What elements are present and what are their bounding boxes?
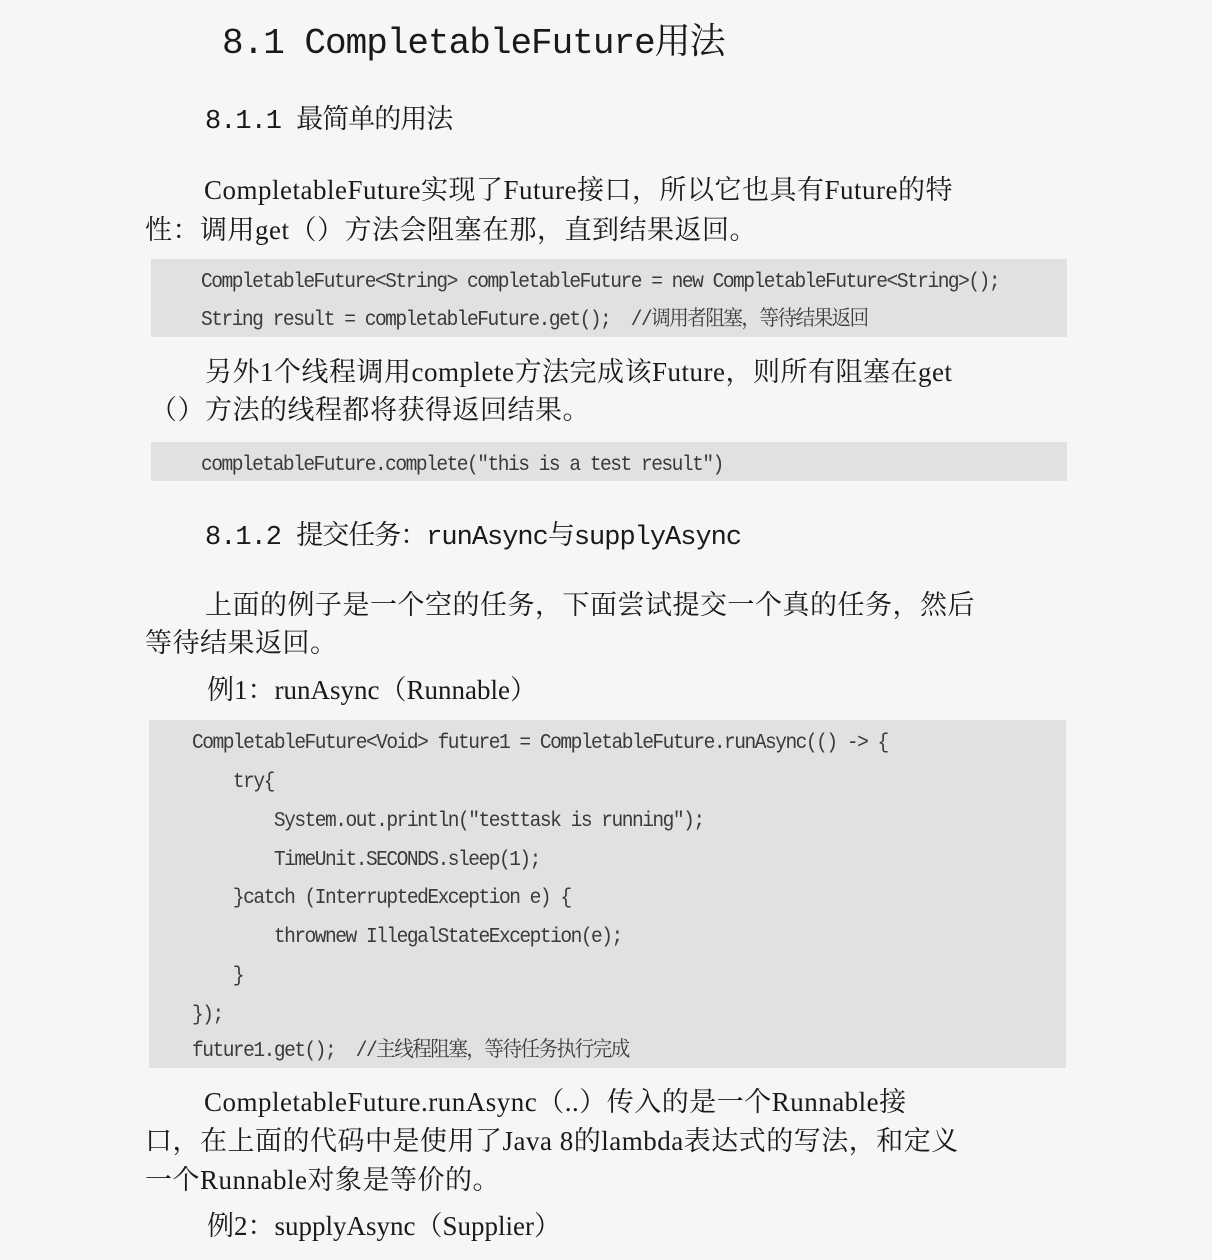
code-line: String result = completableFuture.get(); //调用者阻塞，等待结果返回	[201, 309, 868, 332]
code-line: thrownew IllegalStateException(e);	[192, 926, 622, 949]
section-heading-8-1-1: 8.1.1 最简单的用法	[205, 107, 453, 137]
paragraph-line: 另外1个线程调用complete方法完成该Future，则所有阻塞在get	[205, 357, 953, 387]
section-heading-8-1-2: 8.1.2 提交任务：runAsync与supplyAsync	[205, 523, 742, 553]
code-block-blocking-get	[151, 259, 1067, 337]
code-line: System.out.println("testtask is running");	[192, 810, 704, 833]
paragraph-line: 上面的例子是一个空的任务，下面尝试提交一个真的任务，然后	[205, 590, 975, 620]
example-1-label: 例1：runAsync（Runnable）	[207, 675, 537, 705]
paragraph-line: 口，在上面的代码中是使用了Java 8的lambda表达式的写法，和定义	[145, 1126, 959, 1156]
example-2-label: 例2：supplyAsync（Supplier）	[207, 1211, 561, 1241]
paragraph-line: 等待结果返回。	[145, 628, 338, 658]
code-block-complete	[151, 442, 1067, 481]
paragraph-line: 一个Runnable对象是等价的。	[145, 1165, 500, 1195]
code-line: future1.get(); //主线程阻塞，等待任务执行完成	[192, 1040, 629, 1063]
paragraph-line: CompletableFuture实现了Future接口，所以它也具有Future的特	[204, 175, 953, 205]
code-line: }catch (InterruptedException e) {	[192, 887, 571, 910]
code-line: CompletableFuture<Void> future1 = CompletableFuture.runAsync(() -> {	[192, 732, 888, 755]
code-line: CompletableFuture<String> completableFuture = new CompletableFuture<String>();	[201, 271, 1000, 294]
code-line: }	[192, 965, 244, 988]
paragraph-line: 性：调用get（）方法会阻塞在那，直到结果返回。	[145, 215, 757, 245]
code-line: completableFuture.complete("this is a test result")	[201, 454, 723, 477]
page-title: 8.1 CompletableFuture用法	[222, 23, 725, 64]
code-block-run-async	[149, 720, 1066, 1068]
code-line: try{	[192, 771, 274, 794]
code-line: });	[192, 1004, 223, 1027]
code-line: TimeUnit.SECONDS.sleep(1);	[192, 849, 540, 872]
paragraph-line: CompletableFuture.runAsync（..）传入的是一个Runnable接	[204, 1087, 907, 1117]
paragraph-line: （）方法的线程都将获得返回结果。	[150, 395, 590, 425]
